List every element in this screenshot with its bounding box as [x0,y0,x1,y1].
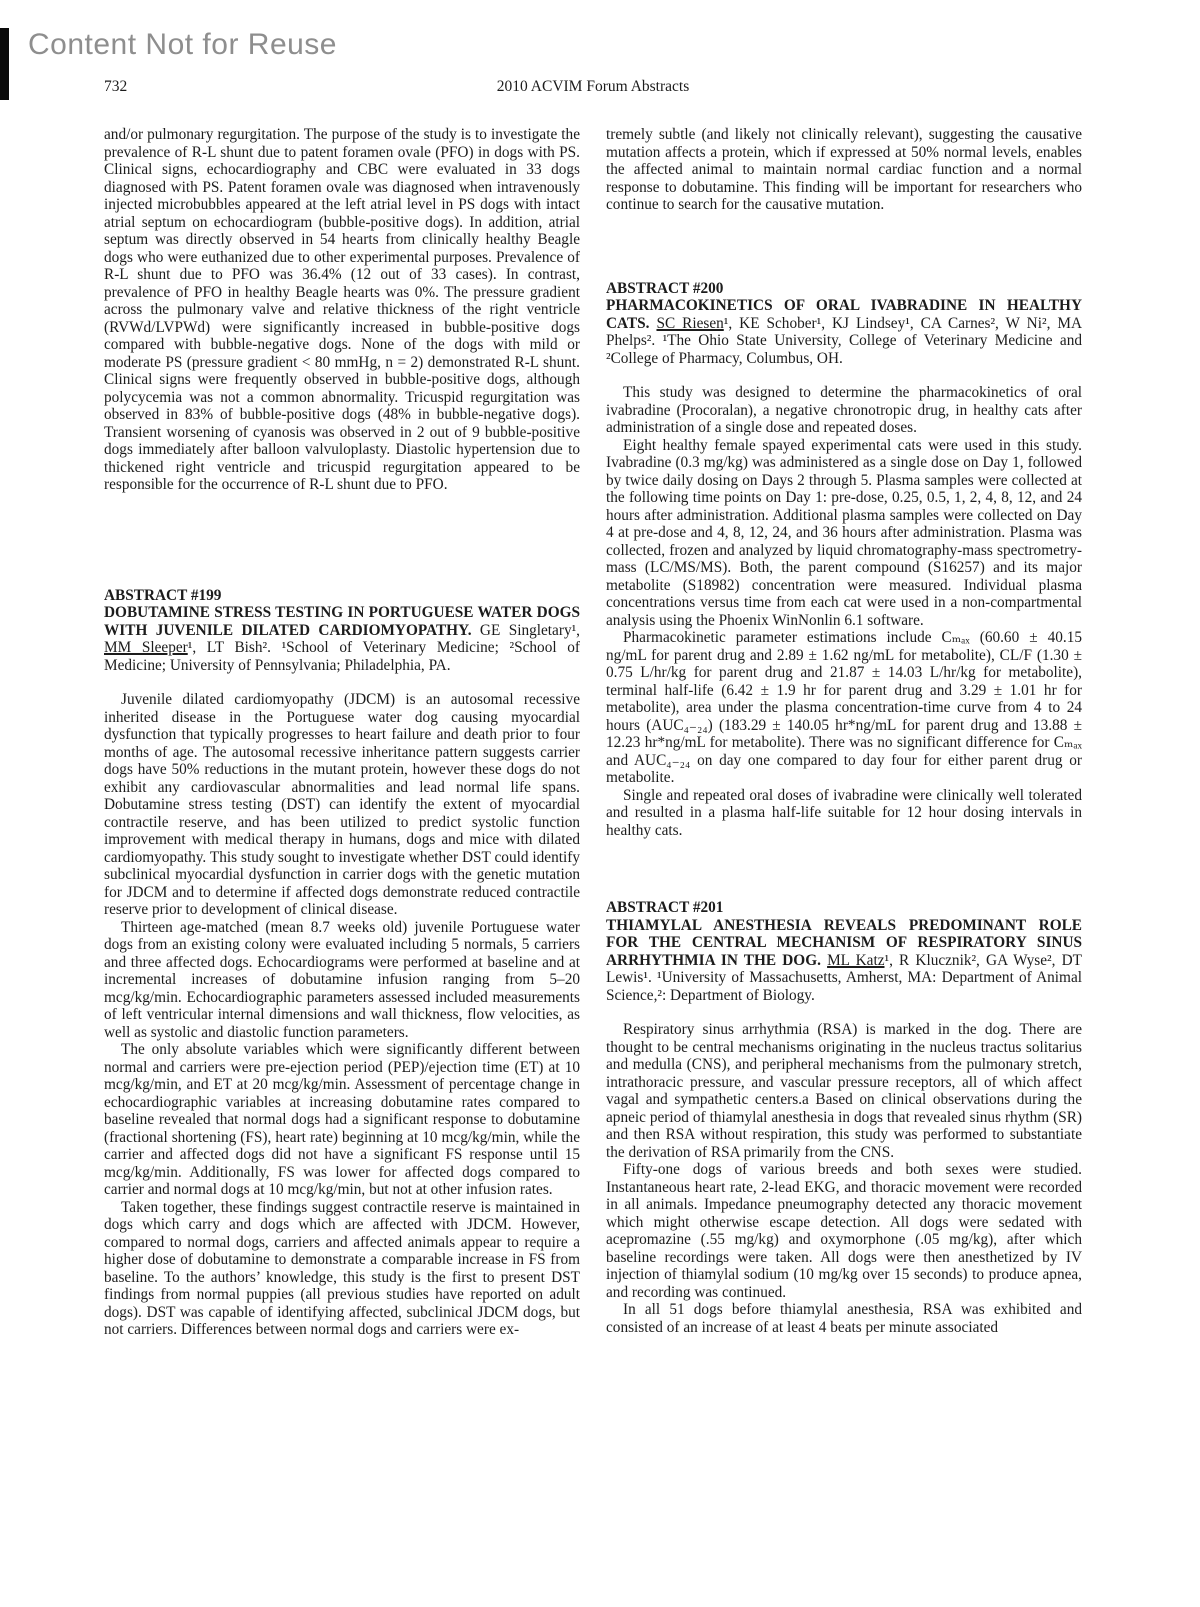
paragraph: Juvenile dilated cardiomyopathy (JDCM) is an autosomal recessive inherited disease in the Portuguese water dog causing myocardial dysfunction that typically progresses to heart failure and death prior to four months of age. The autosomal recessive inheritance pattern suggests carrier dogs have 50% reductions in the mutant protein, however these dogs do not exhibit any cardiovascular abnormalities and lead normal life spans. Dobutamine stress testing (DST) can identify the extent of myocardial contractile reserve, and has been utilized to predict systolic function improvement with medical therapy in humans, dogs and mice with dilated cardiomyopathy. This study sought to investigate whether DST could identify subclinical myocardial dysfunction in carrier dogs with the genetic mutation for JDCM and to determine if affected dogs demonstrate reduced contractile reserve prior to development of clinical disease. [104,691,580,918]
section-gap [606,214,1082,280]
abstract-201-label: ABSTRACT #201 [606,899,724,916]
abstract-201-presenting-author: ML Katz [827,951,885,969]
abstract-201-title: THIAMYLAL ANESTHESIA REVEALS PREDOMINANT ROLE FOR THE CENTRAL MECHANISM OF RESPIRATORY SINUS ARRHYTHMIA IN THE DOG. [606,916,1082,969]
left-column [104,126,580,1339]
abstract-199-authors-pre: GE Singletary¹, [471,621,580,639]
section-gap [104,494,580,587]
running-head [104,78,1082,96]
abstract-199-heading [104,587,580,675]
paragraph: The only absolute variables which were significantly different between normal and carriers were pre-ejection period (PEP)/ejection time (ET) at 10 mcg/kg/min, and ET at 20 mcg/kg/min. Assessment of percentage change in echocardiographic variables at increasing dobutamine rates compared to baseline revealed that normal dogs had a significant response to dobutamine (fractional shortening (FS), heart rate) beginning at 10 mcg/kg/min, while the carrier and affected dogs did not have a significant FS response until 15 mcg/kg/min. Additionally, FS was lower for affected dogs compared to carrier and normal dogs at 10 mcg/kg/min, but not at other infusion rates. [104,1041,580,1198]
abstract-199-label: ABSTRACT #199 [104,586,222,604]
abstract-199-authors-post: ¹, LT Bish². ¹School of Veterinary Medicine; ²School of Medicine; University of Pennsylvania; Philadelphia, PA. [104,639,580,674]
abstract-200-title-authors [606,297,1082,367]
paragraph: In all 51 dogs before thiamylal anesthesia, RSA was exhibited and consisted of an increase of at least 4 beats per minute associated [606,1301,1082,1336]
page-number: 732 [104,78,128,95]
abstract-199-presenting-author: MM Sleeper [104,639,188,656]
section-gap [606,839,1082,899]
abstract-201-title-authors [606,917,1082,1005]
paragraph: Thirteen age-matched (mean 8.7 weeks old) juvenile Portuguese water dogs from an existing colony were evaluated including 5 normals, 5 carriers and three affected dogs. Echocardiograms were performed at baseline and at incremental increases of dobutamine infusion ranging from 5–20 mcg/kg/min. Echocardiographic parameters assessed included measurements of left ventricular internal dimensions and wall thickness, flow velocities, as well as systolic and diastolic function parameters. [104,918,580,1041]
abstract-200-label: ABSTRACT #200 [606,279,724,297]
two-column-body [104,126,1082,1339]
abstract-199-title-authors [104,604,580,674]
paragraph: Fifty-one dogs of various breeds and both sexes were studied. Instantaneous heart rate, 2-lead EKG, and thoracic movement were recorded in all animals. Impedance pneumography detected any thoracic movement which might otherwise escape detection. All dogs were sedated with acepromazine (.55 mg/kg) and oxymorphone (.05 mg/kg), after which baseline recordings were taken. All dogs were then anesthetized by IV injection of thiamylal sodium (10 mg/kg over 15 seconds) to produce apnea, and recording was continued. [606,1161,1082,1301]
paragraph: Respiratory sinus arrhythmia (RSA) is marked in the dog. There are thought to be central mechanisms originating in the nucleus tractus solitarius and medulla (CNS), and peripheral mechanisms from the pulmonary stretch, intrathoracic pressure, and vascular pressure receptors, all of which affect vagal and sympathetic centers.a Based on clinical observations during the apneic period of thiamylal anesthesia in dogs that revealed sinus rhythm (SR) and then RSA without respiration, this study was performed to substantiate the derivation of RSA primarily from the CNS. [606,1021,1082,1161]
continuation-paragraph: and/or pulmonary regurgitation. The purpose of the study is to investigate the prevalence of R-L shunt due to patent foramen ovale (PFO) in dogs with PS. Clinical signs, echocardiography and CBC were evaluated in 33 dogs diagnosed with PS. Patent foramen ovale was diagnosed when intravenously injected microbubbles appeared at the left atrial level in PS dogs with intact atrial septum on echocardiogram (bubble-positive dogs). In addition, atrial septum was directly observed in 54 hearts from clinically healthy Beagle dogs who were euthanized due to other experimental purposes. Prevalence of R-L shunt due to PFO was 36.4% (12 out of 33 cases). In contrast, prevalence of PFO in healthy Beagle hearts was 0%. The pressure gradient across the pulmonary valve and relative thickness of the right ventricle (RVWd/LVPWd) were significantly increased in bubble-positive dogs compared with bubble-negative dogs. None of the dogs with mild or moderate PS (pressure gradient < 80 mmHg, n = 2) demonstrated R-L shunt. Clinical signs were frequently observed in bubble-positive dogs, although polycycemia was not a common abnormality. Tricuspid regurgitation was observed in 83% of bubble-positive dogs (48% in bubble-negative dogs). Transient worsening of cyanosis was observed in 2 out of 9 bubble-positive dogs immediately after balloon valvuloplasty. Diastolic hypertension due to thickened right ventricle and tricuspid regurgitation appeared to be responsible for the occurrence of R-L shunt due to PFO. [104,126,580,493]
abstract-200-authors-post: ¹, KE Schober¹, KJ Lindsey¹, CA Carnes², W Ni², MA Phelps². ¹The Ohio State University, College of Veterinary Medicine and ²College of Pharmacy, Columbus, OH. [606,314,1083,367]
paragraph: Single and repeated oral doses of ivabradine were clinically well tolerated and resulted in a plasma half-life suitable for 12 hour dosing intervals in healthy cats. [606,786,1082,839]
paragraph: Taken together, these findings suggest contractile reserve is maintained in dogs which carry and dogs which are affected with JDCM. However, compared to normal dogs, carriers and affected animals appear to require a higher dose of dobutamine to demonstrate a comparable increase in FS from baseline. To the authors’ knowledge, this study is the first to present DST findings from normal puppies (all previous studies have reported on adult dogs). DST was capable of identifying affected, subclinical JDCM dogs, but not carriers. Differences between normal dogs and carriers were ex- [104,1198,580,1338]
abstract-199-title: DOBUTAMINE STRESS TESTING IN PORTUGUESE WATER DOGS WITH JUVENILE DILATED CARDIOMYOPATHY. [104,604,580,639]
paragraph: This study was designed to determine the pharmacokinetics of oral ivabradine (Procoralan), a negative chronotropic drug, in healthy cats after administration of a single dose and repeated doses. [606,384,1082,436]
abstract-201-authors-post: ¹, R Klucznik², GA Wyse², DT Lewis¹. ¹University of Massachusetts, Amherst, MA: Department of Animal Science,²: Department of Biology. [606,951,1083,1004]
abstract-200-heading [606,280,1082,368]
journal-header-title: 2010 ACVIM Forum Abstracts [496,78,690,95]
scan-edge-artifact [0,28,9,100]
continuation-paragraph: tremely subtle (and likely not clinically relevant), suggesting the causative mutation affects a protein, which if expressed at 50% normal levels, enables the affected animal to maintain normal cardiac function and a normal response to dobutamine. This finding will be important for researchers who continue to search for the causative mutation. [606,126,1082,213]
abstract-200-presenting-author: SC Riesen [656,314,724,332]
paragraph: Pharmacokinetic parameter estimations include Cₘₐₓ (60.60 ± 40.15 ng/mL for parent drug and 2.89 ± 1.62 ng/mL for metabolite), CL/F (1.30 ± 0.75 L/hr/kg for parent drug and 21.87 ± 14.03 L/hr/kg for metabolite), terminal half-life (6.42 ± 1.9 hr for parent drug and 3.29 ± 1.01 hr for metabolite), area under the plasma concentration-time curve from 4 to 24 hours (AUC₄₋₂₄) (183.29 ± 140.05 hr*ng/mL for parent drug and 13.88 ± 12.23 hr*ng/mL for metabolite). There was no significant difference for Cₘₐₓ and AUC₄₋₂₄ on day one compared to day four for either parent drug or metabolite. [606,629,1082,786]
abstract-200-title: PHARMACOKINETICS OF ORAL IVABRADINE IN HEALTHY CATS. [606,297,1082,332]
watermark-text: Content Not for Reuse [28,28,337,61]
right-column [606,126,1082,1339]
abstract-201-heading [606,899,1082,1004]
paragraph: Eight healthy female spayed experimental cats were used in this study. Ivabradine (0.3 mg/kg) was administered as a single dose on Day 1, followed by twice daily dosing on Days 2 through 5. Plasma samples were collected at the following time points on Day 1: pre-dose, 0.25, 0.5, 1, 2, 4, 8, 12, and 24 hours after administration. Additional plasma samples were collected on Day 4 at pre-dose and 4, 8, 12, 24, and 36 hours after administration. Plasma was collected, frozen and analyzed by liquid chromatography-mass spectrometry-mass (LC/MS/MS). Both, the parent compound (S16257) and its major metabolite (S18982) concentration were measured. Individual plasma concentrations versus time from each cat were used in a non-compartmental analysis using the Phoenix WinNonlin 6.1 software. [606,436,1082,629]
